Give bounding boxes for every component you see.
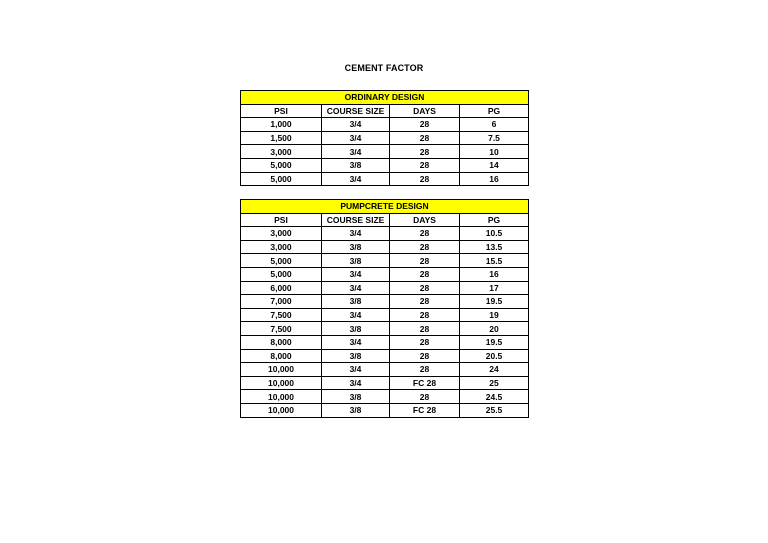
table-heading: ORDINARY DESIGN [241, 91, 529, 105]
days-cell: 28 [390, 295, 460, 309]
days-cell: 28 [390, 227, 460, 241]
column-header: PSI [241, 213, 322, 227]
course-size-cell: 3/4 [322, 145, 390, 159]
pumpcrete-design-table [240, 199, 529, 418]
pg-cell: 6 [460, 118, 529, 132]
table-row [241, 254, 529, 268]
table-heading-row [241, 200, 529, 214]
psi-cell: 5,000 [241, 158, 322, 172]
table-row [241, 363, 529, 377]
page-title: CEMENT FACTOR [344, 63, 424, 73]
table-row [241, 118, 529, 132]
table-row [241, 240, 529, 254]
psi-cell: 1,500 [241, 131, 322, 145]
days-cell: 28 [390, 240, 460, 254]
table-row [241, 227, 529, 241]
pg-cell: 16 [460, 172, 529, 186]
course-size-cell: 3/8 [322, 295, 390, 309]
days-cell: 28 [390, 363, 460, 377]
psi-cell: 10,000 [241, 403, 322, 417]
table-row [241, 281, 529, 295]
pg-cell: 20 [460, 322, 529, 336]
course-size-cell: 3/4 [322, 308, 390, 322]
table-row [241, 158, 529, 172]
column-header-row [241, 213, 529, 227]
pg-cell: 16 [460, 267, 529, 281]
days-cell: 28 [390, 335, 460, 349]
column-header: COURSE SIZE [322, 104, 390, 118]
course-size-cell: 3/8 [322, 322, 390, 336]
days-cell: 28 [390, 172, 460, 186]
pg-cell: 15.5 [460, 254, 529, 268]
table-heading: PUMPCRETE DESIGN [241, 200, 529, 214]
psi-cell: 3,000 [241, 145, 322, 159]
pg-cell: 20.5 [460, 349, 529, 363]
course-size-cell: 3/4 [322, 172, 390, 186]
days-cell: 28 [390, 131, 460, 145]
pg-cell: 19 [460, 308, 529, 322]
days-cell: 28 [390, 254, 460, 268]
psi-cell: 5,000 [241, 254, 322, 268]
psi-cell: 3,000 [241, 240, 322, 254]
course-size-cell: 3/4 [322, 227, 390, 241]
pg-cell: 13.5 [460, 240, 529, 254]
days-cell: 28 [390, 308, 460, 322]
days-cell: 28 [390, 158, 460, 172]
days-cell: 28 [390, 267, 460, 281]
days-cell: 28 [390, 145, 460, 159]
pg-cell: 25 [460, 376, 529, 390]
pg-cell: 19.5 [460, 335, 529, 349]
psi-cell: 1,000 [241, 118, 322, 132]
table-heading-row [241, 91, 529, 105]
table-row [241, 322, 529, 336]
psi-cell: 7,000 [241, 295, 322, 309]
pg-cell: 25.5 [460, 403, 529, 417]
pg-cell: 24.5 [460, 390, 529, 404]
pg-cell: 7.5 [460, 131, 529, 145]
course-size-cell: 3/8 [322, 158, 390, 172]
course-size-cell: 3/4 [322, 376, 390, 390]
table-row [241, 295, 529, 309]
psi-cell: 6,000 [241, 281, 322, 295]
table-row [241, 145, 529, 159]
table-row [241, 131, 529, 145]
table-row [241, 390, 529, 404]
psi-cell: 7,500 [241, 322, 322, 336]
table-row [241, 267, 529, 281]
course-size-cell: 3/8 [322, 240, 390, 254]
table-row [241, 376, 529, 390]
days-cell: 28 [390, 349, 460, 363]
column-header: DAYS [390, 213, 460, 227]
course-size-cell: 3/4 [322, 281, 390, 295]
days-cell: 28 [390, 118, 460, 132]
course-size-cell: 3/8 [322, 349, 390, 363]
course-size-cell: 3/4 [322, 335, 390, 349]
course-size-cell: 3/8 [322, 254, 390, 268]
column-header: PG [460, 104, 529, 118]
days-cell: 28 [390, 390, 460, 404]
psi-cell: 7,500 [241, 308, 322, 322]
pg-cell: 14 [460, 158, 529, 172]
column-header: PG [460, 213, 529, 227]
table-row [241, 403, 529, 417]
psi-cell: 10,000 [241, 376, 322, 390]
pg-cell: 24 [460, 363, 529, 377]
table-row [241, 172, 529, 186]
ordinary-design-table [240, 90, 529, 186]
course-size-cell: 3/4 [322, 118, 390, 132]
psi-cell: 3,000 [241, 227, 322, 241]
days-cell: 28 [390, 322, 460, 336]
pg-cell: 17 [460, 281, 529, 295]
column-header: COURSE SIZE [322, 213, 390, 227]
course-size-cell: 3/4 [322, 267, 390, 281]
table-row [241, 335, 529, 349]
psi-cell: 8,000 [241, 335, 322, 349]
days-cell: FC 28 [390, 376, 460, 390]
column-header: PSI [241, 104, 322, 118]
course-size-cell: 3/4 [322, 131, 390, 145]
course-size-cell: 3/4 [322, 363, 390, 377]
column-header-row [241, 104, 529, 118]
pg-cell: 10.5 [460, 227, 529, 241]
table-row [241, 308, 529, 322]
table-row [241, 349, 529, 363]
psi-cell: 5,000 [241, 267, 322, 281]
psi-cell: 8,000 [241, 349, 322, 363]
pg-cell: 10 [460, 145, 529, 159]
days-cell: 28 [390, 281, 460, 295]
column-header: DAYS [390, 104, 460, 118]
course-size-cell: 3/8 [322, 403, 390, 417]
course-size-cell: 3/8 [322, 390, 390, 404]
days-cell: FC 28 [390, 403, 460, 417]
psi-cell: 5,000 [241, 172, 322, 186]
psi-cell: 10,000 [241, 390, 322, 404]
psi-cell: 10,000 [241, 363, 322, 377]
pg-cell: 19.5 [460, 295, 529, 309]
